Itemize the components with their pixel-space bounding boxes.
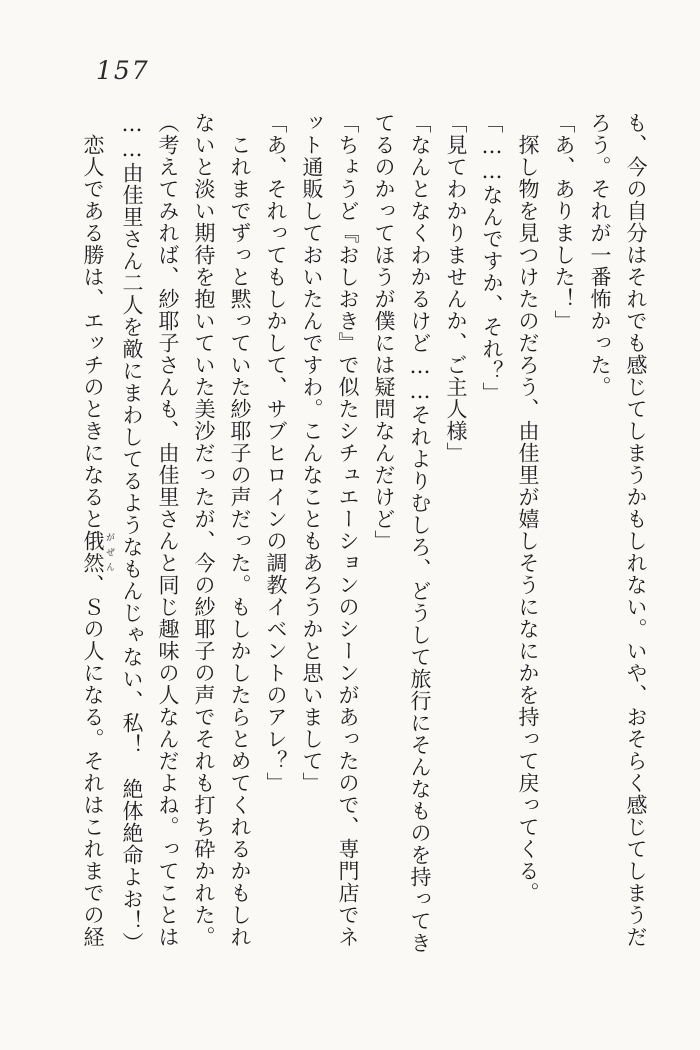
text-line: これまでずっと黙っていた紗耶子の声だった。もしかしたらとめてくれるかもしれ <box>228 134 252 948</box>
text-line: 「ちょうど『おしおき』で似たシチュエーションのシーンがあったので、専門店でネ <box>336 112 360 948</box>
text-line: てるのかってほうが僕には疑問なんだけど」 <box>372 112 396 552</box>
text-line: 「……なんですか、それ？」 <box>480 112 504 404</box>
text-line: 「あ、それってもしかして、サブヒロインの調教イベントのアレ？」 <box>264 112 288 794</box>
text-line: も、今の自分はそれでも感じてしまうかもしれない。いや、おそらく感じてしまうだ <box>624 112 648 948</box>
text-line: ット通販しておいたんですわ。こんなこともあろうかと思いまして」 <box>300 112 324 794</box>
text-line: ……由佳里さん二人を敵にまわしてるようなもんじゃない、私！ 絶体絶命よお！） <box>120 112 144 954</box>
furigana: がぜん <box>104 530 114 574</box>
text-line: 「なんとなくわかるけど……それよりむしろ、どうして旅行にそんなものを持ってき <box>408 112 432 954</box>
text-line: ろう。それが一番怖かった。 <box>588 112 612 398</box>
text-line: 探し物を見つけたのだろう、由佳里が嬉しそうになにかを持って戻ってくる。 <box>516 134 540 904</box>
ruby-annotated-word: 俄然 がぜん <box>81 530 114 574</box>
page-number: 157 <box>96 56 150 85</box>
text-line: ないと淡い期待を抱いていた美沙だったが、今の紗耶子の声でそれも打ち砕かれた。 <box>192 112 216 948</box>
text-line: 「あ、ありました！」 <box>552 112 576 332</box>
text-line: 「見てわかりませんか、ご主人様」 <box>444 112 468 464</box>
text-line: （考えてみれば、紗耶子さんも、由佳里さんと同じ趣味の人なんだよね。ってことは <box>156 112 180 948</box>
text-line: 恋人である勝は、エッチのときになると俄然 がぜん、Ｓの人になる。それはこれまでの経 <box>81 134 114 948</box>
text-block <box>75 112 654 956</box>
